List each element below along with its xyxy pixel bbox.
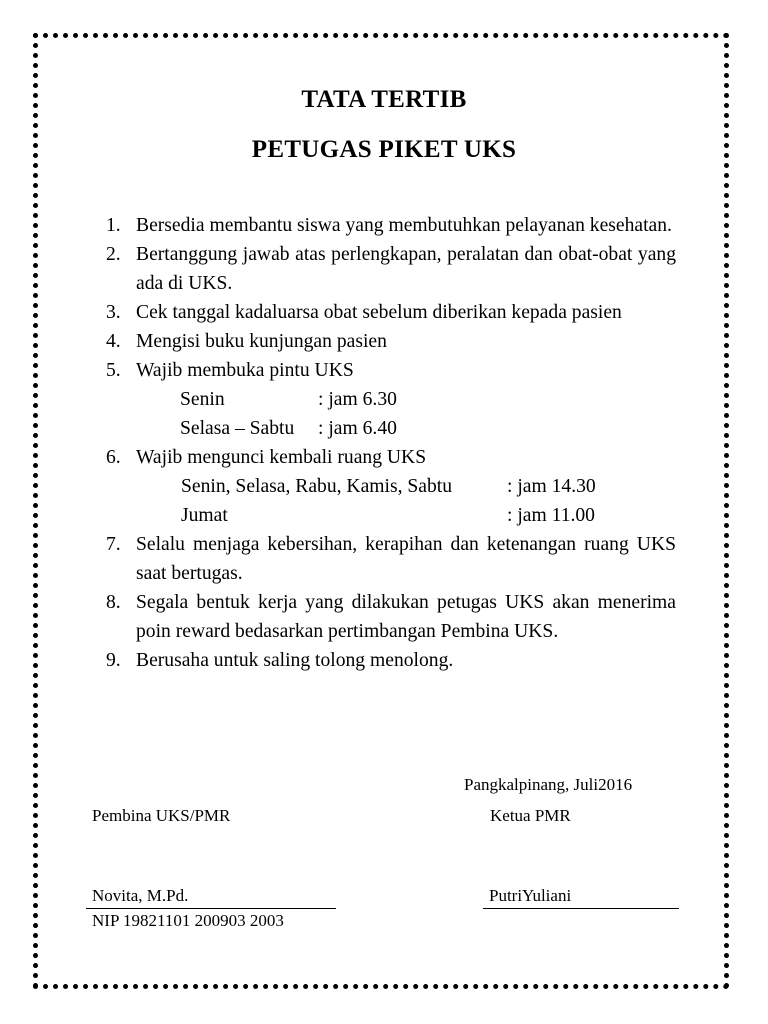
schedule-row — [136, 501, 676, 530]
ketua-name: PutriYuliani — [489, 886, 572, 905]
rule-number: 6. — [106, 447, 121, 468]
rule-number: 5. — [106, 360, 121, 381]
rule-9 — [104, 646, 676, 675]
rule-text: Berusaha untuk saling tolong menolong. — [136, 650, 454, 671]
rule-number: 7. — [106, 534, 121, 555]
rule-2 — [104, 240, 676, 298]
schedule-day: Senin — [180, 389, 225, 410]
rule-text: Selalu menjaga kebersihan, kerapihan dan ketenangan ruang UKS saat bertugas. — [136, 534, 676, 584]
schedule-row — [136, 385, 676, 414]
rule-text: Bersedia membantu siswa yang membutuhkan pelayanan kesehatan. — [136, 215, 672, 236]
rule-5 — [104, 356, 676, 443]
rule-1 — [104, 211, 676, 240]
pembina-nip: NIP 19821101 200903 2003 — [92, 911, 284, 930]
rule-number: 9. — [106, 650, 121, 671]
rule-number: 1. — [106, 215, 121, 236]
rules-list — [104, 211, 676, 675]
rule-number: 2. — [106, 244, 121, 265]
rule-text: Cek tanggal kadaluarsa obat sebelum diberikan kepada pasien — [136, 302, 622, 323]
pembina-role: Pembina UKS/PMR — [92, 806, 231, 825]
rule-text: Mengisi buku kunjungan pasien — [136, 331, 387, 352]
signature-line-left — [86, 908, 336, 909]
rule-text: Bertanggung jawab atas perlengkapan, peralatan dan obat-obat yang ada di UKS. — [136, 244, 676, 294]
place-date: Pangkalpinang, Juli2016 — [464, 775, 633, 794]
schedule-time: : jam 11.00 — [507, 505, 595, 526]
rule-7 — [104, 530, 676, 588]
rule-3 — [104, 298, 676, 327]
schedule-row — [136, 414, 676, 443]
rule-4 — [104, 327, 676, 356]
schedule-time: : jam 6.30 — [318, 389, 397, 410]
schedule-row — [136, 472, 676, 501]
schedule-day: Senin, Selasa, Rabu, Kamis, Sabtu — [181, 476, 453, 497]
rule-8 — [104, 588, 676, 646]
schedule-day: Jumat — [181, 505, 228, 526]
schedule-day: Selasa – Sabtu — [180, 418, 295, 439]
signature-line-right — [483, 908, 679, 909]
document-title: TATA TERTIB — [301, 86, 467, 113]
pembina-name: Novita, M.Pd. — [92, 886, 189, 905]
schedule-time: : jam 6.40 — [318, 418, 397, 439]
rule-number: 3. — [106, 302, 121, 323]
ketua-role: Ketua PMR — [490, 806, 571, 825]
rule-number: 4. — [106, 331, 121, 352]
document-subtitle: PETUGAS PIKET UKS — [251, 136, 517, 163]
rule-number: 8. — [106, 592, 121, 613]
rule-text: Segala bentuk kerja yang dilakukan petugas UKS akan menerima poin reward bedasarkan pertimbangan Pembina UKS. — [136, 592, 676, 642]
rule-6 — [104, 443, 676, 530]
schedule-time: : jam 14.30 — [507, 476, 596, 497]
rule-text: Wajib membuka pintu UKS — [136, 360, 354, 381]
rule-text: Wajib mengunci kembali ruang UKS — [136, 447, 427, 468]
